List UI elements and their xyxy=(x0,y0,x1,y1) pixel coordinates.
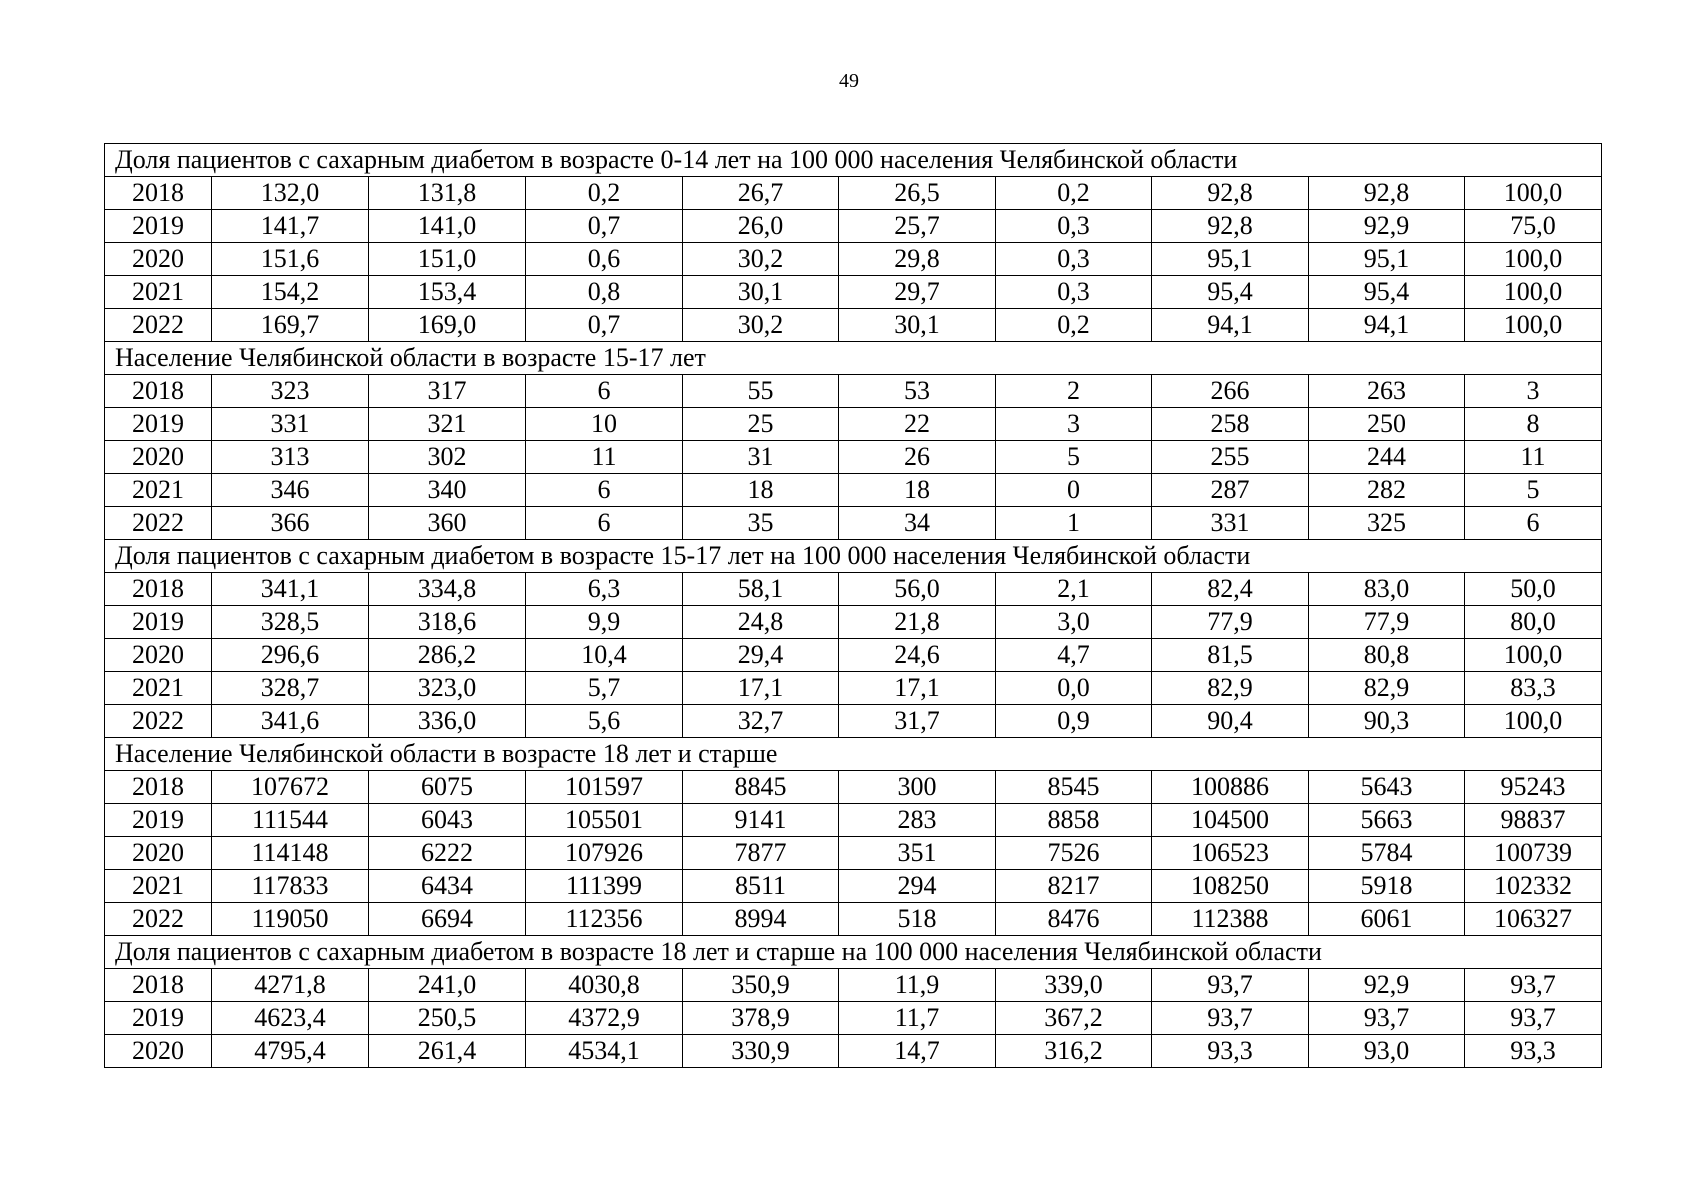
year-cell: 2019 xyxy=(105,210,212,243)
year-cell: 2019 xyxy=(105,606,212,639)
value-cell: 346 xyxy=(212,474,369,507)
value-cell: 283 xyxy=(839,804,996,837)
value-cell: 6043 xyxy=(369,804,526,837)
value-cell: 323 xyxy=(212,375,369,408)
table-row xyxy=(105,672,1602,705)
value-cell: 58,1 xyxy=(683,573,839,606)
value-cell: 8217 xyxy=(996,870,1152,903)
value-cell: 107672 xyxy=(212,771,369,804)
table-row xyxy=(105,507,1602,540)
value-cell: 14,7 xyxy=(839,1035,996,1068)
value-cell: 34 xyxy=(839,507,996,540)
value-cell: 104500 xyxy=(1152,804,1309,837)
year-cell: 2020 xyxy=(105,1035,212,1068)
value-cell: 141,7 xyxy=(212,210,369,243)
section-header-row xyxy=(105,936,1602,969)
table-row xyxy=(105,474,1602,507)
value-cell: 367,2 xyxy=(996,1002,1152,1035)
table-row xyxy=(105,441,1602,474)
table-row xyxy=(105,177,1602,210)
value-cell: 4534,1 xyxy=(526,1035,683,1068)
value-cell: 100,0 xyxy=(1465,243,1602,276)
value-cell: 4030,8 xyxy=(526,969,683,1002)
year-cell: 2021 xyxy=(105,474,212,507)
value-cell: 22 xyxy=(839,408,996,441)
value-cell: 331 xyxy=(212,408,369,441)
value-cell: 296,6 xyxy=(212,639,369,672)
year-cell: 2018 xyxy=(105,177,212,210)
value-cell: 302 xyxy=(369,441,526,474)
value-cell: 282 xyxy=(1309,474,1465,507)
table-row xyxy=(105,210,1602,243)
value-cell: 106327 xyxy=(1465,903,1602,936)
value-cell: 131,8 xyxy=(369,177,526,210)
value-cell: 98837 xyxy=(1465,804,1602,837)
value-cell: 24,6 xyxy=(839,639,996,672)
value-cell: 90,3 xyxy=(1309,705,1465,738)
value-cell: 4,7 xyxy=(996,639,1152,672)
value-cell: 330,9 xyxy=(683,1035,839,1068)
value-cell: 50,0 xyxy=(1465,573,1602,606)
year-cell: 2020 xyxy=(105,639,212,672)
value-cell: 8994 xyxy=(683,903,839,936)
value-cell: 0,3 xyxy=(996,243,1152,276)
section-header-row xyxy=(105,342,1602,375)
value-cell: 100,0 xyxy=(1465,705,1602,738)
value-cell: 0,2 xyxy=(996,177,1152,210)
value-cell: 119050 xyxy=(212,903,369,936)
value-cell: 255 xyxy=(1152,441,1309,474)
table-row xyxy=(105,573,1602,606)
value-cell: 241,0 xyxy=(369,969,526,1002)
year-cell: 2021 xyxy=(105,870,212,903)
table-row xyxy=(105,837,1602,870)
value-cell: 151,6 xyxy=(212,243,369,276)
value-cell: 317 xyxy=(369,375,526,408)
value-cell: 8476 xyxy=(996,903,1152,936)
value-cell: 82,4 xyxy=(1152,573,1309,606)
value-cell: 6 xyxy=(526,474,683,507)
value-cell: 351 xyxy=(839,837,996,870)
value-cell: 30,1 xyxy=(839,309,996,342)
value-cell: 102332 xyxy=(1465,870,1602,903)
value-cell: 21,8 xyxy=(839,606,996,639)
value-cell: 29,4 xyxy=(683,639,839,672)
year-cell: 2019 xyxy=(105,408,212,441)
value-cell: 25 xyxy=(683,408,839,441)
value-cell: 169,0 xyxy=(369,309,526,342)
value-cell: 94,1 xyxy=(1152,309,1309,342)
table-row xyxy=(105,606,1602,639)
value-cell: 30,2 xyxy=(683,309,839,342)
value-cell: 100,0 xyxy=(1465,177,1602,210)
value-cell: 80,0 xyxy=(1465,606,1602,639)
value-cell: 5,6 xyxy=(526,705,683,738)
table-row xyxy=(105,804,1602,837)
value-cell: 106523 xyxy=(1152,837,1309,870)
value-cell: 6694 xyxy=(369,903,526,936)
year-cell: 2019 xyxy=(105,1002,212,1035)
value-cell: 8845 xyxy=(683,771,839,804)
value-cell: 318,6 xyxy=(369,606,526,639)
value-cell: 8 xyxy=(1465,408,1602,441)
value-cell: 6222 xyxy=(369,837,526,870)
value-cell: 112388 xyxy=(1152,903,1309,936)
value-cell: 26,7 xyxy=(683,177,839,210)
section-title: Доля пациентов с сахарным диабетом в возрасте 18 лет и старше на 100 000 населения Челябинской области xyxy=(105,936,1602,969)
value-cell: 323,0 xyxy=(369,672,526,705)
value-cell: 341,1 xyxy=(212,573,369,606)
value-cell: 105501 xyxy=(526,804,683,837)
table-row xyxy=(105,705,1602,738)
value-cell: 6061 xyxy=(1309,903,1465,936)
year-cell: 2020 xyxy=(105,441,212,474)
value-cell: 0,9 xyxy=(996,705,1152,738)
section-header-row xyxy=(105,738,1602,771)
value-cell: 340 xyxy=(369,474,526,507)
value-cell: 321 xyxy=(369,408,526,441)
table-row xyxy=(105,969,1602,1002)
table-row xyxy=(105,243,1602,276)
value-cell: 30,2 xyxy=(683,243,839,276)
value-cell: 11 xyxy=(526,441,683,474)
value-cell: 92,9 xyxy=(1309,210,1465,243)
value-cell: 0,7 xyxy=(526,309,683,342)
value-cell: 35 xyxy=(683,507,839,540)
value-cell: 32,7 xyxy=(683,705,839,738)
value-cell: 5,7 xyxy=(526,672,683,705)
statistics-table xyxy=(104,143,1602,1068)
value-cell: 83,3 xyxy=(1465,672,1602,705)
section-title: Население Челябинской области в возрасте 15-17 лет xyxy=(105,342,1602,375)
table-row xyxy=(105,276,1602,309)
value-cell: 107926 xyxy=(526,837,683,870)
value-cell: 378,9 xyxy=(683,1002,839,1035)
value-cell: 93,0 xyxy=(1309,1035,1465,1068)
year-cell: 2019 xyxy=(105,804,212,837)
value-cell: 6,3 xyxy=(526,573,683,606)
value-cell: 6 xyxy=(526,507,683,540)
value-cell: 10 xyxy=(526,408,683,441)
value-cell: 4372,9 xyxy=(526,1002,683,1035)
year-cell: 2018 xyxy=(105,573,212,606)
value-cell: 5 xyxy=(996,441,1152,474)
value-cell: 266 xyxy=(1152,375,1309,408)
value-cell: 111544 xyxy=(212,804,369,837)
value-cell: 26,0 xyxy=(683,210,839,243)
value-cell: 5663 xyxy=(1309,804,1465,837)
value-cell: 0,3 xyxy=(996,276,1152,309)
value-cell: 93,7 xyxy=(1152,1002,1309,1035)
year-cell: 2022 xyxy=(105,507,212,540)
value-cell: 6434 xyxy=(369,870,526,903)
value-cell: 95,4 xyxy=(1309,276,1465,309)
value-cell: 93,7 xyxy=(1152,969,1309,1002)
value-cell: 4623,4 xyxy=(212,1002,369,1035)
value-cell: 250 xyxy=(1309,408,1465,441)
value-cell: 360 xyxy=(369,507,526,540)
value-cell: 80,8 xyxy=(1309,639,1465,672)
value-cell: 325 xyxy=(1309,507,1465,540)
value-cell: 300 xyxy=(839,771,996,804)
value-cell: 287 xyxy=(1152,474,1309,507)
value-cell: 7526 xyxy=(996,837,1152,870)
value-cell: 339,0 xyxy=(996,969,1152,1002)
value-cell: 11,7 xyxy=(839,1002,996,1035)
value-cell: 75,0 xyxy=(1465,210,1602,243)
value-cell: 0,0 xyxy=(996,672,1152,705)
value-cell: 169,7 xyxy=(212,309,369,342)
value-cell: 26 xyxy=(839,441,996,474)
value-cell: 100886 xyxy=(1152,771,1309,804)
value-cell: 92,8 xyxy=(1309,177,1465,210)
value-cell: 10,4 xyxy=(526,639,683,672)
value-cell: 100739 xyxy=(1465,837,1602,870)
value-cell: 2 xyxy=(996,375,1152,408)
value-cell: 153,4 xyxy=(369,276,526,309)
section-header-row xyxy=(105,144,1602,177)
value-cell: 77,9 xyxy=(1152,606,1309,639)
value-cell: 366 xyxy=(212,507,369,540)
value-cell: 0,3 xyxy=(996,210,1152,243)
value-cell: 9,9 xyxy=(526,606,683,639)
value-cell: 93,3 xyxy=(1465,1035,1602,1068)
value-cell: 18 xyxy=(839,474,996,507)
value-cell: 0,6 xyxy=(526,243,683,276)
value-cell: 244 xyxy=(1309,441,1465,474)
year-cell: 2020 xyxy=(105,837,212,870)
value-cell: 29,7 xyxy=(839,276,996,309)
section-title: Доля пациентов с сахарным диабетом в возрасте 15-17 лет на 100 000 населения Челябинской области xyxy=(105,540,1602,573)
value-cell: 55 xyxy=(683,375,839,408)
table-row xyxy=(105,903,1602,936)
value-cell: 5 xyxy=(1465,474,1602,507)
value-cell: 7877 xyxy=(683,837,839,870)
value-cell: 93,7 xyxy=(1465,969,1602,1002)
value-cell: 261,4 xyxy=(369,1035,526,1068)
value-cell: 3,0 xyxy=(996,606,1152,639)
value-cell: 31,7 xyxy=(839,705,996,738)
value-cell: 100,0 xyxy=(1465,276,1602,309)
section-title: Население Челябинской области в возрасте 18 лет и старше xyxy=(105,738,1602,771)
value-cell: 108250 xyxy=(1152,870,1309,903)
value-cell: 95,1 xyxy=(1152,243,1309,276)
value-cell: 101597 xyxy=(526,771,683,804)
table-row xyxy=(105,408,1602,441)
table-row xyxy=(105,309,1602,342)
value-cell: 0 xyxy=(996,474,1152,507)
value-cell: 82,9 xyxy=(1152,672,1309,705)
page-number: 49 xyxy=(839,70,859,92)
year-cell: 2022 xyxy=(105,705,212,738)
value-cell: 92,9 xyxy=(1309,969,1465,1002)
value-cell: 11 xyxy=(1465,441,1602,474)
table-row xyxy=(105,639,1602,672)
value-cell: 518 xyxy=(839,903,996,936)
value-cell: 95,4 xyxy=(1152,276,1309,309)
table-row xyxy=(105,1002,1602,1035)
value-cell: 3 xyxy=(1465,375,1602,408)
value-cell: 6075 xyxy=(369,771,526,804)
table-row xyxy=(105,1035,1602,1068)
value-cell: 94,1 xyxy=(1309,309,1465,342)
value-cell: 100,0 xyxy=(1465,309,1602,342)
value-cell: 95243 xyxy=(1465,771,1602,804)
value-cell: 316,2 xyxy=(996,1035,1152,1068)
value-cell: 5784 xyxy=(1309,837,1465,870)
value-cell: 286,2 xyxy=(369,639,526,672)
value-cell: 336,0 xyxy=(369,705,526,738)
value-cell: 0,2 xyxy=(526,177,683,210)
value-cell: 81,5 xyxy=(1152,639,1309,672)
value-cell: 0,2 xyxy=(996,309,1152,342)
value-cell: 6 xyxy=(1465,507,1602,540)
value-cell: 8545 xyxy=(996,771,1152,804)
section-header-row xyxy=(105,540,1602,573)
value-cell: 331 xyxy=(1152,507,1309,540)
value-cell: 25,7 xyxy=(839,210,996,243)
value-cell: 258 xyxy=(1152,408,1309,441)
year-cell: 2018 xyxy=(105,375,212,408)
value-cell: 17,1 xyxy=(839,672,996,705)
value-cell: 154,2 xyxy=(212,276,369,309)
value-cell: 328,5 xyxy=(212,606,369,639)
value-cell: 263 xyxy=(1309,375,1465,408)
value-cell: 30,1 xyxy=(683,276,839,309)
table-body xyxy=(105,144,1602,1068)
value-cell: 4795,4 xyxy=(212,1035,369,1068)
value-cell: 0,8 xyxy=(526,276,683,309)
value-cell: 0,7 xyxy=(526,210,683,243)
value-cell: 77,9 xyxy=(1309,606,1465,639)
value-cell: 8511 xyxy=(683,870,839,903)
year-cell: 2022 xyxy=(105,903,212,936)
value-cell: 294 xyxy=(839,870,996,903)
value-cell: 90,4 xyxy=(1152,705,1309,738)
table-row xyxy=(105,870,1602,903)
value-cell: 18 xyxy=(683,474,839,507)
value-cell: 5918 xyxy=(1309,870,1465,903)
value-cell: 111399 xyxy=(526,870,683,903)
value-cell: 83,0 xyxy=(1309,573,1465,606)
value-cell: 341,6 xyxy=(212,705,369,738)
value-cell: 17,1 xyxy=(683,672,839,705)
value-cell: 93,3 xyxy=(1152,1035,1309,1068)
value-cell: 82,9 xyxy=(1309,672,1465,705)
value-cell: 9141 xyxy=(683,804,839,837)
value-cell: 250,5 xyxy=(369,1002,526,1035)
value-cell: 93,7 xyxy=(1309,1002,1465,1035)
value-cell: 92,8 xyxy=(1152,177,1309,210)
value-cell: 56,0 xyxy=(839,573,996,606)
value-cell: 31 xyxy=(683,441,839,474)
value-cell: 328,7 xyxy=(212,672,369,705)
table-row xyxy=(105,771,1602,804)
value-cell: 334,8 xyxy=(369,573,526,606)
year-cell: 2020 xyxy=(105,243,212,276)
value-cell: 29,8 xyxy=(839,243,996,276)
year-cell: 2022 xyxy=(105,309,212,342)
year-cell: 2021 xyxy=(105,276,212,309)
value-cell: 92,8 xyxy=(1152,210,1309,243)
value-cell: 93,7 xyxy=(1465,1002,1602,1035)
value-cell: 350,9 xyxy=(683,969,839,1002)
value-cell: 1 xyxy=(996,507,1152,540)
value-cell: 114148 xyxy=(212,837,369,870)
value-cell: 24,8 xyxy=(683,606,839,639)
value-cell: 151,0 xyxy=(369,243,526,276)
value-cell: 5643 xyxy=(1309,771,1465,804)
value-cell: 313 xyxy=(212,441,369,474)
section-title: Доля пациентов с сахарным диабетом в возрасте 0-14 лет на 100 000 населения Челябинской области xyxy=(105,144,1602,177)
year-cell: 2018 xyxy=(105,771,212,804)
value-cell: 141,0 xyxy=(369,210,526,243)
value-cell: 8858 xyxy=(996,804,1152,837)
value-cell: 112356 xyxy=(526,903,683,936)
value-cell: 100,0 xyxy=(1465,639,1602,672)
value-cell: 95,1 xyxy=(1309,243,1465,276)
value-cell: 117833 xyxy=(212,870,369,903)
value-cell: 11,9 xyxy=(839,969,996,1002)
value-cell: 3 xyxy=(996,408,1152,441)
year-cell: 2018 xyxy=(105,969,212,1002)
value-cell: 6 xyxy=(526,375,683,408)
value-cell: 132,0 xyxy=(212,177,369,210)
value-cell: 2,1 xyxy=(996,573,1152,606)
value-cell: 26,5 xyxy=(839,177,996,210)
year-cell: 2021 xyxy=(105,672,212,705)
value-cell: 53 xyxy=(839,375,996,408)
value-cell: 4271,8 xyxy=(212,969,369,1002)
table-row xyxy=(105,375,1602,408)
